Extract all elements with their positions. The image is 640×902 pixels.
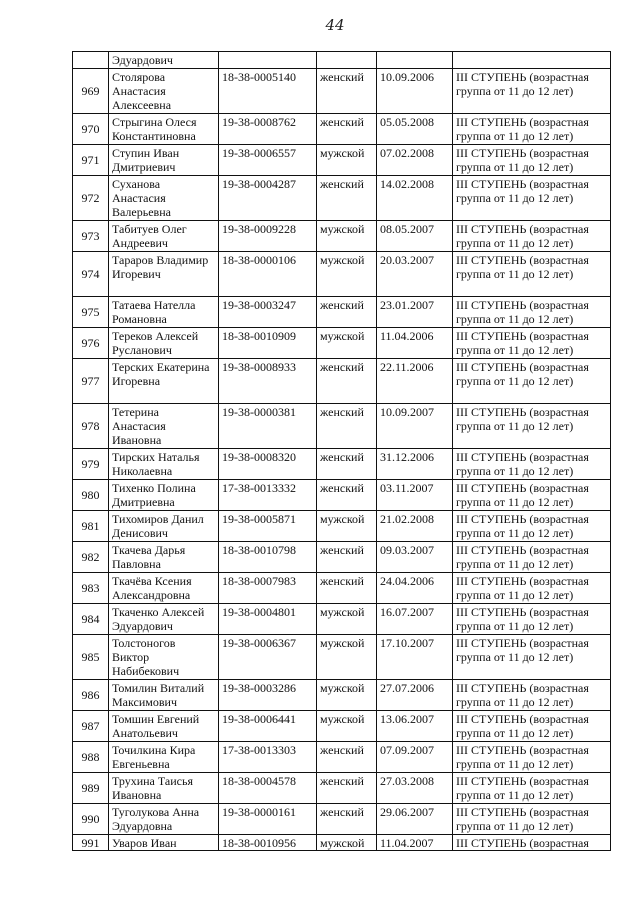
row-number: 974 — [73, 252, 109, 297]
birth-date: 09.03.2007 — [377, 542, 453, 573]
table-row — [73, 573, 611, 604]
table-row — [73, 176, 611, 221]
row-number: 970 — [73, 114, 109, 145]
age-category: III СТУПЕНЬ (возрастная группа от 11 до 12 лет) — [453, 297, 611, 328]
participant-name: Тетерина Анастасия Ивановна — [109, 404, 219, 449]
birth-date: 23.01.2007 — [377, 297, 453, 328]
participant-id — [219, 52, 317, 69]
participant-id: 18-38-0005140 — [219, 69, 317, 114]
birth-date: 29.06.2007 — [377, 804, 453, 835]
participant-sex: мужской — [317, 604, 377, 635]
participant-name: Ткачева Дарья Павловна — [109, 542, 219, 573]
participant-name: Толстоногов Виктор Набибекович — [109, 635, 219, 680]
table-row — [73, 69, 611, 114]
table-row — [73, 835, 611, 851]
participant-sex: мужской — [317, 511, 377, 542]
birth-date: 17.10.2007 — [377, 635, 453, 680]
birth-date: 11.04.2006 — [377, 328, 453, 359]
age-category: III СТУПЕНЬ (возрастная группа от 11 до 12 лет) — [453, 145, 611, 176]
participant-sex: женский — [317, 573, 377, 604]
birth-date: 07.02.2008 — [377, 145, 453, 176]
birth-date: 31.12.2006 — [377, 449, 453, 480]
age-category: III СТУПЕНЬ (возрастная группа от 11 до 12 лет) — [453, 221, 611, 252]
participant-id: 17-38-0013332 — [219, 480, 317, 511]
age-category: III СТУПЕНЬ (возрастная группа от 11 до 12 лет) — [453, 69, 611, 114]
participant-id: 17-38-0013303 — [219, 742, 317, 773]
table-row — [73, 511, 611, 542]
row-number — [73, 52, 109, 69]
birth-date: 11.04.2007 — [377, 835, 453, 851]
participant-id: 19-38-0003247 — [219, 297, 317, 328]
age-category: III СТУПЕНЬ (возрастная группа от 11 до 12 лет) — [453, 773, 611, 804]
participant-id: 19-38-0008933 — [219, 359, 317, 404]
participant-sex: женский — [317, 114, 377, 145]
participant-sex: мужской — [317, 835, 377, 851]
birth-date: 20.03.2007 — [377, 252, 453, 297]
participant-name: Ткачёва Ксения Александровна — [109, 573, 219, 604]
participant-sex: женский — [317, 176, 377, 221]
participant-name: Тихенко Полина Дмитриевна — [109, 480, 219, 511]
participant-id: 19-38-0003286 — [219, 680, 317, 711]
participant-sex: мужской — [317, 635, 377, 680]
table-row — [73, 449, 611, 480]
participant-id: 19-38-0004801 — [219, 604, 317, 635]
row-number: 991 — [73, 835, 109, 851]
table-row — [73, 542, 611, 573]
birth-date: 27.07.2006 — [377, 680, 453, 711]
participant-id: 18-38-0007983 — [219, 573, 317, 604]
participant-sex: женский — [317, 404, 377, 449]
participant-sex: мужской — [317, 252, 377, 297]
participant-id: 19-38-0008320 — [219, 449, 317, 480]
participant-id: 19-38-0009228 — [219, 221, 317, 252]
participant-name: Томшин Евгений Анатольевич — [109, 711, 219, 742]
participant-id: 18-38-0000106 — [219, 252, 317, 297]
age-category: III СТУПЕНЬ (возрастная группа от 11 до 12 лет) — [453, 711, 611, 742]
table-row — [73, 480, 611, 511]
participant-sex: мужской — [317, 221, 377, 252]
birth-date: 14.02.2008 — [377, 176, 453, 221]
birth-date — [377, 52, 453, 69]
age-category: III СТУПЕНЬ (возрастная группа от 11 до 12 лет) — [453, 480, 611, 511]
participant-sex: мужской — [317, 328, 377, 359]
birth-date: 08.05.2007 — [377, 221, 453, 252]
row-number: 972 — [73, 176, 109, 221]
row-number: 981 — [73, 511, 109, 542]
row-number: 980 — [73, 480, 109, 511]
table-row — [73, 635, 611, 680]
birth-date: 22.11.2006 — [377, 359, 453, 404]
participant-name: Суханова Анастасия Валерьевна — [109, 176, 219, 221]
participant-sex: женский — [317, 804, 377, 835]
participant-id: 19-38-0005871 — [219, 511, 317, 542]
participant-sex: мужской — [317, 680, 377, 711]
row-number: 986 — [73, 680, 109, 711]
age-category: III СТУПЕНЬ (возрастная группа от 11 до 12 лет) — [453, 449, 611, 480]
table-row — [73, 52, 611, 69]
row-number: 985 — [73, 635, 109, 680]
participant-name: Стрыгина Олеся Константиновна — [109, 114, 219, 145]
birth-date: 27.03.2008 — [377, 773, 453, 804]
birth-date: 10.09.2007 — [377, 404, 453, 449]
table-row — [73, 711, 611, 742]
participant-sex: мужской — [317, 145, 377, 176]
table-row — [73, 773, 611, 804]
participant-id: 18-38-0004578 — [219, 773, 317, 804]
age-category: III СТУПЕНЬ (возрастная группа от 11 до 12 лет) — [453, 804, 611, 835]
participant-name: Трухина Таисья Ивановна — [109, 773, 219, 804]
participant-sex: женский — [317, 449, 377, 480]
table-row — [73, 297, 611, 328]
participant-name: Уваров Иван — [109, 835, 219, 851]
birth-date: 24.04.2006 — [377, 573, 453, 604]
participant-id: 19-38-0000381 — [219, 404, 317, 449]
participant-id: 19-38-0004287 — [219, 176, 317, 221]
participant-name: Тихомиров Данил Денисович — [109, 511, 219, 542]
birth-date: 03.11.2007 — [377, 480, 453, 511]
age-category: III СТУПЕНЬ (возрастная группа от 11 до 12 лет) — [453, 176, 611, 221]
page-number: 44 — [325, 16, 345, 34]
participants-table — [72, 51, 611, 851]
row-number: 975 — [73, 297, 109, 328]
table-row — [73, 328, 611, 359]
participant-sex: женский — [317, 297, 377, 328]
participant-name: Тирских Наталья Николаевна — [109, 449, 219, 480]
row-number: 971 — [73, 145, 109, 176]
age-category: III СТУПЕНЬ (возрастная группа от 11 до 12 лет) — [453, 511, 611, 542]
participant-sex — [317, 52, 377, 69]
age-category: III СТУПЕНЬ (возрастная группа от 11 до 12 лет) — [453, 542, 611, 573]
row-number: 976 — [73, 328, 109, 359]
participant-sex: женский — [317, 742, 377, 773]
table-row — [73, 604, 611, 635]
row-number: 979 — [73, 449, 109, 480]
age-category: III СТУПЕНЬ (возрастная группа от 11 до 12 лет) — [453, 573, 611, 604]
age-category: III СТУПЕНЬ (возрастная группа от 11 до 12 лет) — [453, 328, 611, 359]
participant-id: 19-38-0000161 — [219, 804, 317, 835]
row-number: 969 — [73, 69, 109, 114]
age-category: III СТУПЕНЬ (возрастная группа от 11 до 12 лет) — [453, 742, 611, 773]
birth-date: 21.02.2008 — [377, 511, 453, 542]
participant-id: 19-38-0008762 — [219, 114, 317, 145]
participant-id: 19-38-0006557 — [219, 145, 317, 176]
row-number: 984 — [73, 604, 109, 635]
table-row — [73, 359, 611, 404]
age-category: III СТУПЕНЬ (возрастная группа от 11 до 12 лет) — [453, 604, 611, 635]
participant-sex: женский — [317, 69, 377, 114]
row-number: 987 — [73, 711, 109, 742]
participant-name: Ступин Иван Дмитриевич — [109, 145, 219, 176]
participant-id: 18-38-0010798 — [219, 542, 317, 573]
table-row — [73, 742, 611, 773]
participant-name: Ткаченко Алексей Эдуардович — [109, 604, 219, 635]
participant-sex: женский — [317, 542, 377, 573]
table-body — [73, 52, 611, 851]
table-row — [73, 680, 611, 711]
age-category — [453, 52, 611, 69]
birth-date: 16.07.2007 — [377, 604, 453, 635]
row-number: 983 — [73, 573, 109, 604]
age-category: III СТУПЕНЬ (возрастная группа от 11 до 12 лет) — [453, 359, 611, 404]
participant-id: 19-38-0006367 — [219, 635, 317, 680]
participant-name: Татаева Нателла Романовна — [109, 297, 219, 328]
birth-date: 05.05.2008 — [377, 114, 453, 145]
birth-date: 10.09.2006 — [377, 69, 453, 114]
participant-name: Табитуев Олег Андреевич — [109, 221, 219, 252]
table-row — [73, 114, 611, 145]
participant-name: Столярова Анастасия Алексеевна — [109, 69, 219, 114]
row-number: 989 — [73, 773, 109, 804]
participant-id: 18-38-0010956 — [219, 835, 317, 851]
participant-name: Тереков Алексей Русланович — [109, 328, 219, 359]
participant-id: 19-38-0006441 — [219, 711, 317, 742]
participant-id: 18-38-0010909 — [219, 328, 317, 359]
row-number: 973 — [73, 221, 109, 252]
table-row — [73, 804, 611, 835]
row-number: 990 — [73, 804, 109, 835]
participant-sex: женский — [317, 480, 377, 511]
participant-sex: женский — [317, 773, 377, 804]
participant-name: Эдуардович — [109, 52, 219, 69]
participant-sex: мужской — [317, 711, 377, 742]
participant-sex: женский — [317, 359, 377, 404]
row-number: 977 — [73, 359, 109, 404]
row-number: 988 — [73, 742, 109, 773]
birth-date: 07.09.2007 — [377, 742, 453, 773]
participant-name: Терских Екатерина Игоревна — [109, 359, 219, 404]
age-category: III СТУПЕНЬ (возрастная группа от 11 до 12 лет) — [453, 252, 611, 297]
age-category: III СТУПЕНЬ (возрастная группа от 11 до 12 лет) — [453, 114, 611, 145]
age-category: III СТУПЕНЬ (возрастная группа от 11 до 12 лет) — [453, 635, 611, 680]
age-category: III СТУПЕНЬ (возрастная — [453, 835, 611, 851]
participant-name: Точилкина Кира Евгеньевна — [109, 742, 219, 773]
age-category: III СТУПЕНЬ (возрастная группа от 11 до 12 лет) — [453, 404, 611, 449]
table-row — [73, 221, 611, 252]
participant-name: Туголукова Анна Эдуардовна — [109, 804, 219, 835]
row-number: 978 — [73, 404, 109, 449]
participant-name: Томилин Виталий Максимович — [109, 680, 219, 711]
birth-date: 13.06.2007 — [377, 711, 453, 742]
table-row — [73, 252, 611, 297]
participant-name: Тараров Владимир Игоревич — [109, 252, 219, 297]
age-category: III СТУПЕНЬ (возрастная группа от 11 до 12 лет) — [453, 680, 611, 711]
table-row — [73, 145, 611, 176]
row-number: 982 — [73, 542, 109, 573]
table-row — [73, 404, 611, 449]
